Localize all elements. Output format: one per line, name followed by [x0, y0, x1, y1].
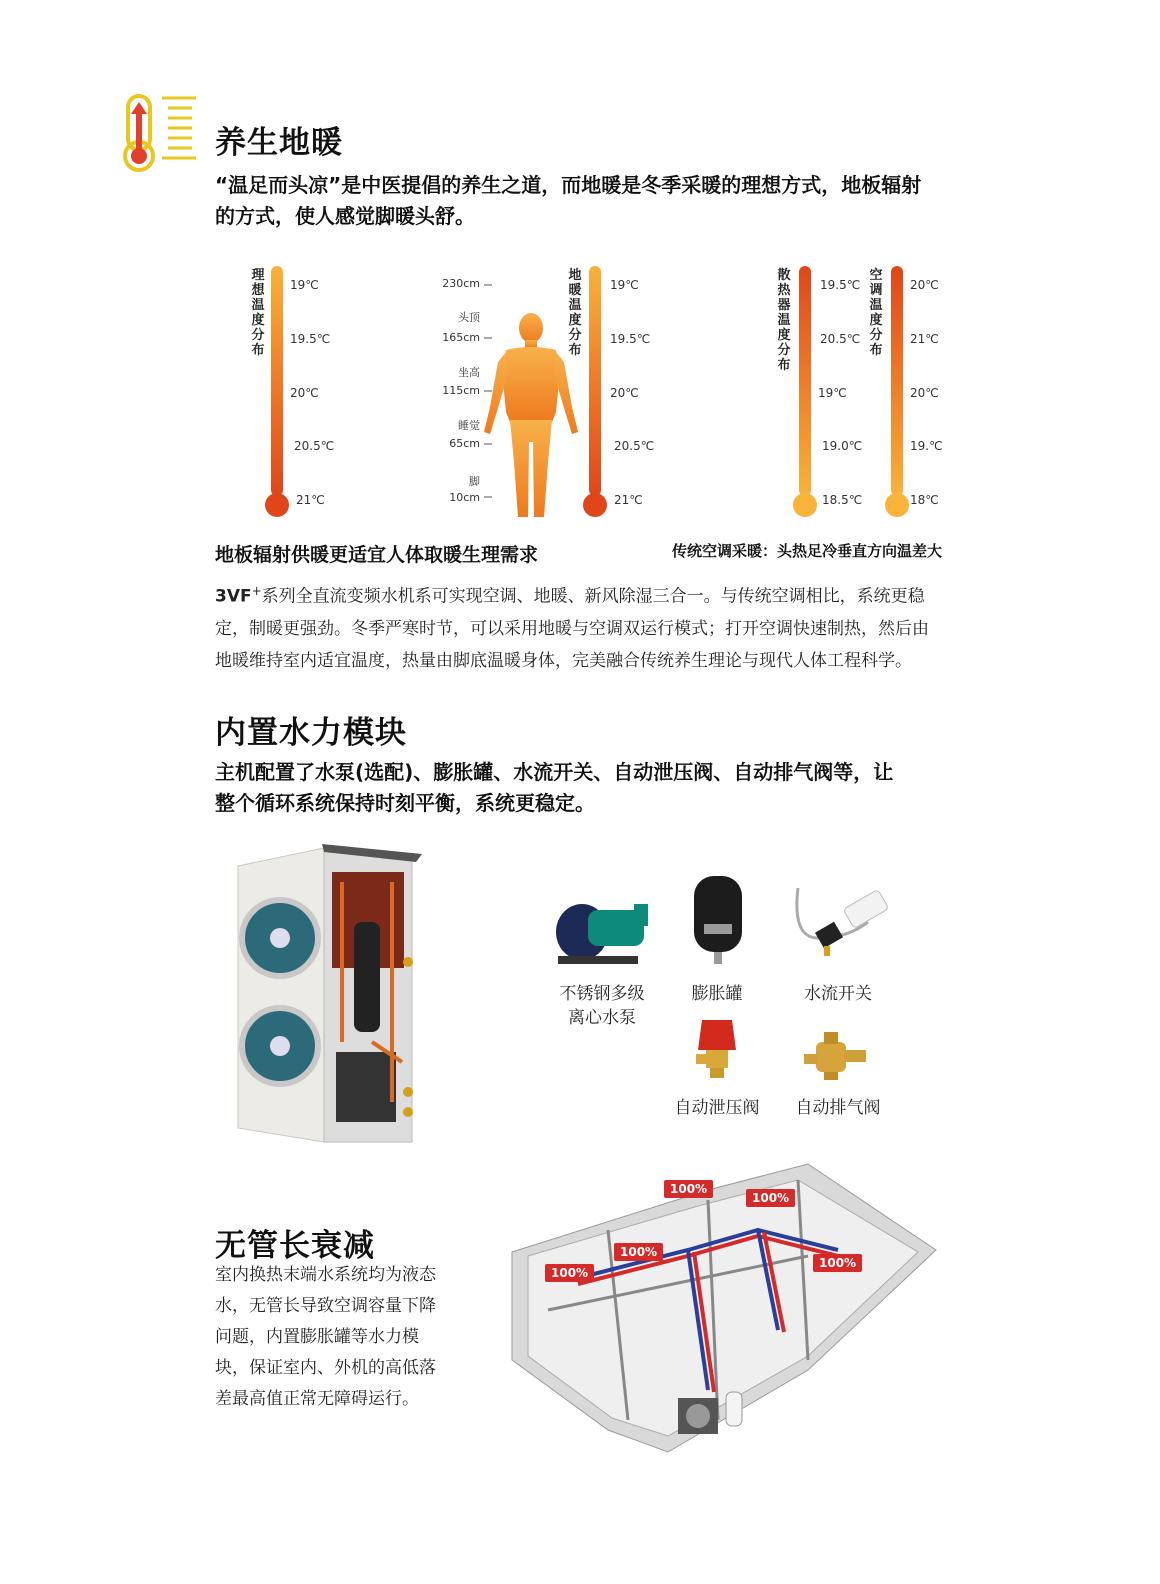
- height-value: 165cm: [442, 331, 480, 344]
- component-label-air-vent: 自动排气阀: [795, 1098, 881, 1118]
- height-value: 65cm: [449, 437, 480, 450]
- tick-label: 19.5℃: [290, 332, 331, 346]
- height-value: 115cm: [442, 384, 480, 397]
- flow-switch-image: [788, 878, 892, 964]
- tick-label: 19.0℃: [822, 439, 863, 453]
- thermometer-label-ideal: 理想温度分布: [251, 268, 265, 358]
- thermometer-bar-radiator: [792, 264, 818, 520]
- caption-line: 离心水泵: [568, 1008, 636, 1028]
- para-line: 定，制暖更强劲。冬季严寒时节，可以采用地暖与空调双运行模式；打开空调快速制热，然后由: [215, 618, 929, 639]
- thermometer-bar-ideal: [264, 264, 290, 520]
- lead-line: “温足而头凉”是中医提倡的养生之道，而地暖是冬季采暖的理想方式，地板辐射: [215, 173, 922, 197]
- relief-valve-image: [692, 1016, 742, 1082]
- tick-label: 18.5℃: [822, 493, 863, 507]
- tick-label: 20.5℃: [614, 439, 655, 453]
- tick-label: 19℃: [290, 278, 319, 292]
- outdoor-unit-image: [232, 842, 432, 1158]
- para-line: 差最高值正常无障碍运行。: [215, 1389, 419, 1409]
- para-line: 地暖维持室内适宜温度，热量由脚底温暖身体，完美融合传统养生理论与现代人体工程科学。: [215, 650, 912, 671]
- capacity-badge: 100%: [614, 1243, 663, 1261]
- thermometer-label-radiator: 散热器温度分布: [777, 268, 791, 373]
- tick-label: 20℃: [910, 278, 939, 292]
- height-name: 头顶: [458, 311, 480, 324]
- lead-line: 的方式，使人感觉脚暖头舒。: [215, 204, 475, 228]
- expansion-tank-image: [690, 872, 746, 968]
- para-line: 室内换热末端水系统均为液态: [215, 1265, 436, 1285]
- component-label-tank: 膨胀罐: [691, 984, 743, 1004]
- tick-label: 19.℃: [910, 439, 943, 453]
- caption-line: 不锈钢多级: [559, 984, 645, 1004]
- section-title-floor-heating: 养生地暖: [215, 125, 343, 161]
- component-label-relief-valve: 自动泄压阀: [674, 1098, 760, 1118]
- section-lead: [215, 170, 1045, 232]
- water-pump-image: [548, 882, 660, 972]
- capacity-badge: 100%: [813, 1254, 862, 1272]
- tick-label: 21℃: [296, 493, 325, 507]
- tick-label: 18℃: [910, 493, 939, 507]
- tick-label: 20.5℃: [820, 332, 861, 346]
- section-title-no-pipe-loss: 无管长衰减: [215, 1228, 375, 1264]
- para-line: [215, 575, 1045, 613]
- model-name: 3VF: [215, 586, 252, 607]
- thermometer-bar-floor: [582, 264, 608, 520]
- air-vent-image: [800, 1028, 872, 1084]
- thermometer-bar-ac: [884, 264, 910, 520]
- capacity-badge: 100%: [664, 1180, 713, 1198]
- tick-label: 21℃: [614, 493, 643, 507]
- tick-label: 19℃: [818, 386, 847, 400]
- thermometer-label-ac: 空调温度分布: [869, 268, 883, 358]
- tick-label: 19℃: [610, 278, 639, 292]
- tick-label: 21℃: [910, 332, 939, 346]
- height-value: 10cm: [449, 491, 480, 504]
- capacity-badge: 100%: [746, 1189, 795, 1207]
- model-sup: +: [251, 584, 262, 598]
- section-title-hydraulic-module: 内置水力模块: [215, 715, 407, 751]
- para-line: 块，保证室内、外机的高低落: [215, 1358, 436, 1378]
- tick-label: 20.5℃: [294, 439, 335, 453]
- caption-floor-heating: 地板辐射供暖更适宜人体取暖生理需求: [215, 544, 539, 566]
- thermometer-icon: [118, 92, 198, 174]
- height-name: 睡觉: [458, 419, 480, 432]
- tick-label: 19.5℃: [820, 278, 861, 292]
- thermometer-label-floor: 地暖温度分布: [568, 268, 582, 358]
- height-value: 230cm: [442, 277, 480, 290]
- height-name: 脚: [469, 475, 480, 488]
- caption-ac-heating: 传统空调采暖：头热足冷垂直方向温差大: [672, 542, 943, 560]
- lead-line: 主机配置了水泵(选配)、膨胀罐、水流开关、自动泄压阀、自动排气阀等，让: [215, 760, 894, 784]
- component-label-flow-switch: 水流开关: [804, 984, 872, 1004]
- tick-label: 20℃: [290, 386, 319, 400]
- para-line: 问题，内置膨胀罐等水力模: [215, 1327, 419, 1347]
- section2-lead: [215, 757, 1045, 819]
- lead-line: 整个循环系统保持时刻平衡，系统更稳定。: [215, 791, 595, 815]
- house-floorplan-image: [508, 1160, 940, 1456]
- tick-label: 19.5℃: [610, 332, 651, 346]
- para-text: 系列全直流变频水机系可实现空调、地暖、新风除湿三合一。与传统空调相比，系统更稳: [261, 586, 925, 607]
- section1-paragraph: [215, 575, 1045, 677]
- height-name: 坐高: [458, 366, 480, 379]
- capacity-badge: 100%: [545, 1264, 594, 1282]
- tick-label: 20℃: [910, 386, 939, 400]
- section3-paragraph: [215, 1260, 475, 1415]
- para-line: 水，无管长导致空调容量下降: [215, 1296, 436, 1316]
- component-label-pump: [544, 982, 660, 1030]
- tick-label: 20℃: [610, 386, 639, 400]
